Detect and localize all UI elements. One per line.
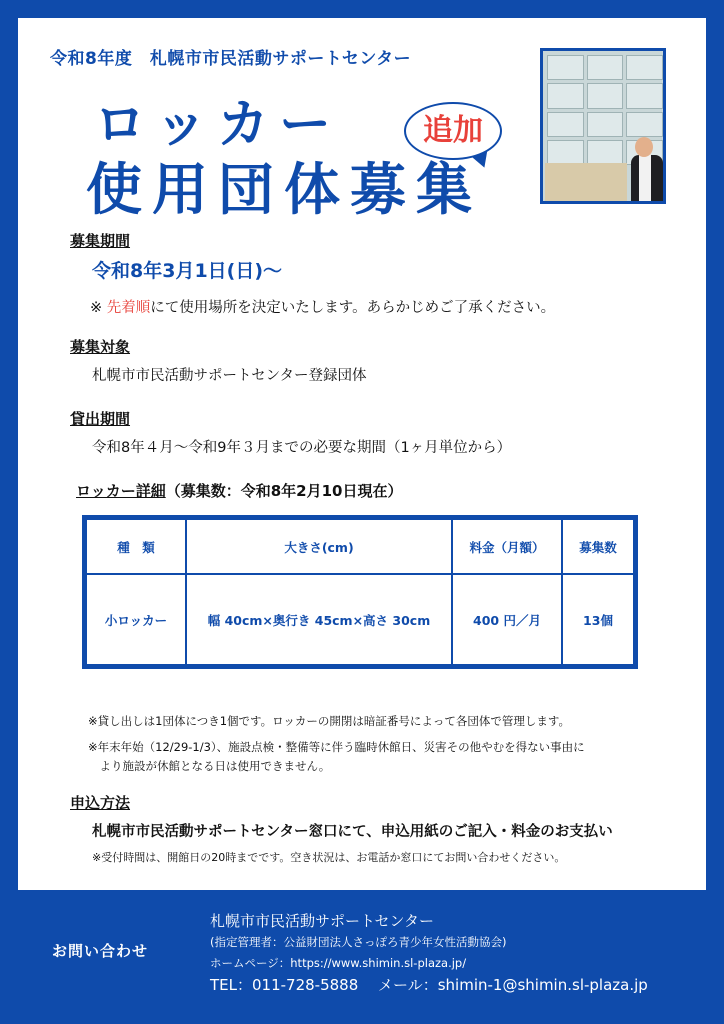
open-locker	[545, 163, 627, 203]
first-come-highlight: 先着順	[106, 300, 151, 316]
locker-cell	[587, 83, 624, 108]
locker-cell	[626, 55, 663, 80]
col-count: 募集数	[562, 519, 634, 574]
period-heading: 募集期間	[70, 232, 131, 250]
cell-size: 幅 40cm×奥行き 45cm×高さ 30cm	[186, 574, 452, 665]
footer-org: 札幌市市民活動サポートセンター	[210, 912, 434, 930]
footer-manager: (指定管理者：公益財団法人さっぽろ青少年女性活動協会)	[210, 935, 507, 949]
col-type: 種 類	[86, 519, 186, 574]
title-line-2: 使用団体募集	[86, 158, 482, 223]
note-3: より施設が休館となる日は使用できません。	[88, 759, 331, 773]
cell-fee: 400 円／月	[452, 574, 562, 665]
flyer-subtitle: 令和8年度 札幌市市民活動サポートセンター	[50, 49, 412, 69]
locker-cell	[626, 112, 663, 137]
person-shirt	[639, 155, 651, 203]
period-date: 令和8年3月1日(日)～	[92, 260, 283, 282]
footer-homepage[interactable]: ホームページ：https://www.shimin.sl-plaza.jp/	[210, 956, 467, 970]
cell-type: 小ロッカー	[86, 574, 186, 665]
flyer-sheet	[18, 18, 706, 890]
note-prefix: ※	[90, 300, 107, 316]
note-2: ※年末年始（12/29-1/3）、施設点検・整備等に伴う臨時休館日、災害その他やむを得ない事由に	[88, 740, 585, 754]
details-heading	[76, 480, 402, 501]
loan-heading: 貸出期間	[70, 410, 131, 428]
locker-table	[82, 515, 638, 669]
locker-cell	[587, 140, 624, 165]
person-head	[635, 137, 653, 157]
title-line-1: ロッカー	[94, 95, 341, 155]
locker-cell	[626, 83, 663, 108]
target-text: 札幌市市民活動サポートセンター登録団体	[92, 368, 367, 384]
apply-note: ※受付時間は、開館日の20時までです。空き状況は、お電話か窓口にてお問い合わせください。	[92, 851, 566, 864]
note-1: ※貸し出しは1団体につき1個です。ロッカーの開閉は暗証番号によって各団体で管理します。	[88, 714, 570, 728]
locker-cell	[547, 83, 584, 108]
locker-cell	[547, 140, 584, 165]
details-heading-underlined: ロッカー詳細	[76, 482, 166, 500]
note-suffix: にて使用場所を決定いたします。あらかじめご了承ください。	[150, 300, 556, 316]
apply-text: 札幌市市民活動サポートセンター窓口にて、申込用紙のご記入・料金のお支払い	[92, 824, 613, 840]
period-note	[90, 296, 555, 317]
details-heading-rest: （募集数：令和8年2月10日現在）	[165, 482, 403, 500]
col-size: 大きさ(cm)	[186, 519, 452, 574]
cell-count: 13個	[562, 574, 634, 665]
footer-contact[interactable]: TEL：011-728-5888 メール：shimin-1@shimin.sl-plaza.jp	[210, 976, 648, 994]
locker-cell	[587, 112, 624, 137]
locker-photo	[540, 48, 666, 204]
col-fee: 料金（月額）	[452, 519, 562, 574]
table-header-row	[86, 519, 634, 574]
locker-cell	[547, 112, 584, 137]
additional-badge: 追加	[404, 102, 502, 160]
locker-cell	[547, 55, 584, 80]
locker-cell	[587, 55, 624, 80]
apply-heading: 申込方法	[70, 794, 131, 812]
table-row	[86, 574, 634, 665]
target-heading: 募集対象	[70, 338, 131, 356]
contact-label: お問い合わせ	[52, 942, 149, 960]
loan-text: 令和8年４月～令和9年３月までの必要な期間（1ヶ月単位から）	[92, 440, 512, 456]
